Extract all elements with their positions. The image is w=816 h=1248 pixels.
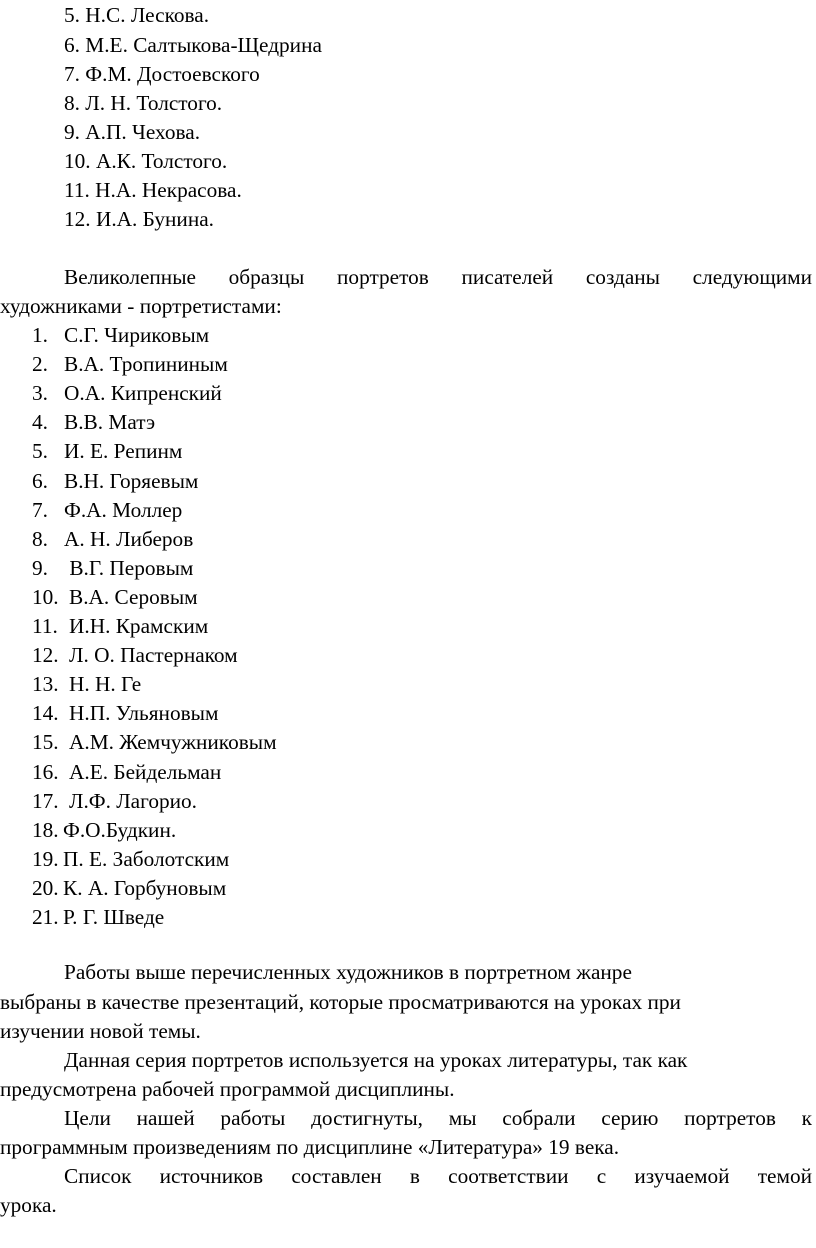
artist-list-number: 18.: [32, 818, 59, 842]
artist-list-name: И.Н. Крамским: [69, 614, 209, 638]
artist-list-name: В.Н. Горяевым: [64, 469, 199, 493]
artist-list-number: 1.: [32, 323, 48, 347]
artist-list-name: Н. Н. Ге: [69, 672, 142, 696]
artist-list-name: В.А. Тропининым: [64, 352, 228, 376]
paragraph-3-line-1: Цели нашей работы достигнуты, мы собрали серию портретов к: [64, 1106, 812, 1130]
author-list-item: 9. А.П. Чехова.: [64, 120, 201, 144]
intro-line-1: Великолепные образцы портретов писателей созданы следующими: [64, 265, 812, 289]
paragraph-2-line-2: предусмотрена рабочей программой дисциплины.: [0, 1077, 455, 1101]
author-list-item: 7. Ф.М. Достоевского: [64, 62, 260, 86]
artist-list-number: 14.: [32, 701, 59, 725]
artist-list-number: 13.: [32, 672, 59, 696]
paragraph-4-line-1: Список источников составлен в соответствии с изучаемой темой: [64, 1164, 812, 1188]
artist-list-name: Л.Ф. Лагорио.: [69, 789, 198, 813]
artist-list-name: Р. Г. Шведе: [63, 905, 165, 929]
paragraph-4-line-2: урока.: [0, 1193, 57, 1217]
artist-list-name: В.А. Серовым: [69, 585, 198, 609]
author-list-item: 8. Л. Н. Толстого.: [64, 91, 223, 115]
artist-list-number: 6.: [32, 469, 48, 493]
artist-list-name: В.В. Матэ: [64, 410, 156, 434]
artist-list-name: А.М. Жемчужниковым: [69, 730, 277, 754]
artist-list-number: 3.: [32, 381, 48, 405]
paragraph-1-line-1: Работы выше перечисленных художников в портретном жанре: [64, 960, 632, 984]
artist-list-name: К. А. Горбуновым: [63, 876, 227, 900]
artist-list-number: 19.: [32, 847, 59, 871]
artist-list-name: О.А. Кипренский: [64, 381, 222, 405]
artist-list-number: 16.: [32, 760, 59, 784]
artist-list-number: 20.: [32, 876, 59, 900]
artist-list-number: 9.: [32, 556, 48, 580]
paragraph-3-line-2: программным произведениям по дисциплине «Литература» 19 века.: [0, 1135, 620, 1159]
artist-list-name: Л. О. Пастернаком: [69, 643, 238, 667]
artist-list-name: Ф.О.Будкин.: [63, 818, 177, 842]
author-list-item: 12. И.А. Бунина.: [64, 207, 214, 231]
artist-list-number: 4.: [32, 410, 48, 434]
author-list-item: 11. Н.А. Некрасова.: [64, 178, 242, 202]
artist-list-number: 15.: [32, 730, 59, 754]
artist-list-name: П. Е. Заболотским: [63, 847, 230, 871]
artist-list-number: 21.: [32, 905, 59, 929]
paragraph-1-line-2: выбраны в качестве презентаций, которые просматриваются на уроках при: [0, 990, 681, 1014]
artist-list-name: И. Е. Репинм: [64, 439, 183, 463]
artist-list-name: А. Н. Либеров: [64, 527, 194, 551]
artist-list-number: 17.: [32, 789, 59, 813]
author-list-item: 5. Н.С. Лескова.: [64, 3, 210, 27]
paragraph-1-line-3: изучении новой темы.: [0, 1019, 201, 1043]
artist-list-number: 2.: [32, 352, 48, 376]
artist-list-name: С.Г. Чириковым: [64, 323, 210, 347]
artist-list-name: Ф.А. Моллер: [64, 498, 183, 522]
paragraph-2-line-1: Данная серия портретов используется на уроках литературы, так как: [64, 1048, 688, 1072]
artist-list-name: Н.П. Ульяновым: [69, 701, 219, 725]
artist-list-name: В.Г. Перовым: [64, 556, 194, 580]
artist-list-number: 12.: [32, 643, 59, 667]
artist-list-number: 8.: [32, 527, 48, 551]
artist-list-name: А.Е. Бейдельман: [69, 760, 222, 784]
author-list-item: 10. А.К. Толстого.: [64, 149, 228, 173]
artist-list-number: 7.: [32, 498, 48, 522]
artist-list-number: 11.: [32, 614, 58, 638]
author-list-item: 6. М.Е. Салтыкова-Щедрина: [64, 33, 322, 57]
intro-line-2: художниками - портретистами:: [0, 294, 282, 318]
artist-list-number: 10.: [32, 585, 59, 609]
artist-list-number: 5.: [32, 439, 48, 463]
